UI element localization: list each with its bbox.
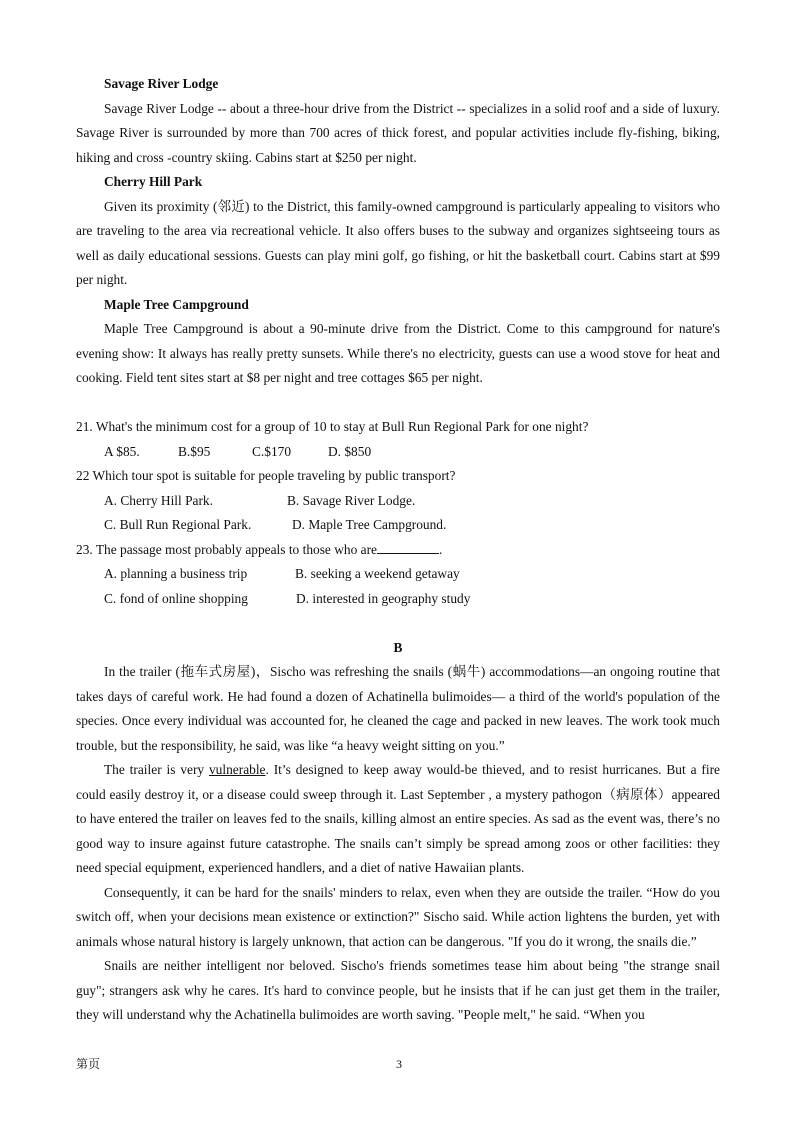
paragraph-b-3: Consequently, it can be hard for the snails' minders to relax, even when they are outside the trailer. “How do you switch off, when your decisions mean existence or extinction?" Sischo said. While action lightens the burden, yet with animals whose natural history is largely unknown, that action can be dangerous. "If you do it wrong, the snails die.”	[76, 884, 720, 949]
section-b-label: B	[393, 639, 403, 655]
q22-option-b: B. Savage River Lodge.	[287, 492, 416, 508]
paragraph-b-4: Snails are neither intelligent nor beloved. Sischo's friends sometimes tease him about being "the strange snail guy"; strangers ask why he cares. It's hard to convince people, but he insists that if he can just get them in the trailer, they will understand why the Achatinella bulimoides are worth saving. "People melt," he said. “When you	[76, 958, 720, 1022]
q21-option-a: A $85.	[104, 443, 140, 459]
footer-page-label: 第页	[76, 1057, 101, 1071]
q23-option-a: A. planning a business trip	[104, 566, 248, 581]
question-22-stem: 22 Which tour spot is suitable for people traveling by public transport?	[76, 468, 456, 483]
page-content	[76, 72, 720, 1028]
question-21-options	[76, 440, 720, 465]
paragraph-b-2-start: The trailer is very	[104, 762, 209, 777]
heading-maple-tree-campground: Maple Tree Campground	[104, 296, 249, 312]
heading-cherry-hill-park: Cherry Hill Park	[104, 174, 203, 189]
q23-option-d: D. interested in geography study	[296, 590, 471, 606]
paragraph-b-2	[76, 758, 720, 881]
q23-stem-end: .	[438, 541, 443, 557]
q22-option-d: D. Maple Tree Campground.	[292, 517, 447, 532]
paragraph-maple-tree-campground: Maple Tree Campground is about a 90-minute drive from the District. Come to this campground for nature's evening show: It always has really pretty sunsets. While there's no electricity, guests can use a wood stove for heat and cooking. Field tent sites start at $8 per night and tree cottages $65 per night.	[76, 321, 720, 385]
question-23-options-row1	[76, 562, 720, 587]
q23-option-c: C. fond of online shopping	[104, 590, 248, 606]
q21-option-d: D. $850	[328, 443, 372, 459]
heading-savage-river-lodge: Savage River Lodge	[104, 76, 219, 91]
paragraph-b-1: In the trailer (拖车式房屋)，Sischo was refreshing the snails (蜗牛) accommodations—an ongoing routine that takes days of careful work. He had found a dozen of Achatinella bulimoides— a third of the world's population of the species. Once every individual was accounted for, he cleaned the cage and packed in new leaves. The work took much trouble, but the responsibility, he said, was like “a heavy weight sitting on you.”	[76, 664, 720, 753]
footer-page-number: 3	[396, 1057, 402, 1071]
q21-option-c: C.$170	[252, 443, 292, 459]
paragraph-b-2-rest: . It’s designed to keep away would-be thieved, and to resist hurricanes. But a fire could easily destroy it, or a disease could sweep through it. Last September , a mystery pathogon（病原体）appeared to have entered the trailer on leaves fed to the snails, killing almost an entire species. As sad as the event was, there’s no good way to insure against future catastrophe. The snails can’t simply be spread among zoos or other facilities: they need special equipment, experienced handlers, and a diet of native Hawaiian plants.	[76, 762, 720, 875]
paragraph-cherry-hill-park: Given its proximity (邻近) to the District, this family-owned campground is particularly appealing to visitors who are traveling to the area via recreational vehicle. It also offers buses to the subway and organizes sightseeing tours as well as daily educational sessions. Guests can play mini golf, go fishing, or hit the basketball court. Cabins start at $99 per night.	[76, 198, 720, 287]
q23-stem-text: 23. The passage most probably appeals to those who are	[76, 541, 377, 557]
question-22-options-row1	[76, 489, 720, 514]
underlined-word-vulnerable: vulnerable	[208, 762, 266, 777]
q21-option-b: B.$95	[178, 443, 211, 459]
question-21-stem: 21. What's the minimum cost for a group of 10 to stay at Bull Run Regional Park for one night?	[76, 419, 589, 434]
paragraph-savage-river-lodge: Savage River Lodge -- about a three-hour drive from the District -- specializes in a solid roof and a side of luxury. Savage River is surrounded by more than 700 acres of thick forest, and popular activities include fly-fishing, biking, hiking and cross -country skiing. Cabins start at $250 per night.	[76, 100, 720, 165]
question-22-options-row2	[76, 513, 720, 538]
q22-option-c: C. Bull Run Regional Park.	[104, 517, 252, 532]
q23-option-b: B. seeking a weekend getaway	[295, 566, 460, 581]
q22-option-a: A. Cherry Hill Park.	[104, 492, 213, 508]
q23-answer-blank	[377, 539, 439, 554]
question-23-stem	[76, 538, 720, 563]
question-23-options-row2	[76, 587, 720, 612]
